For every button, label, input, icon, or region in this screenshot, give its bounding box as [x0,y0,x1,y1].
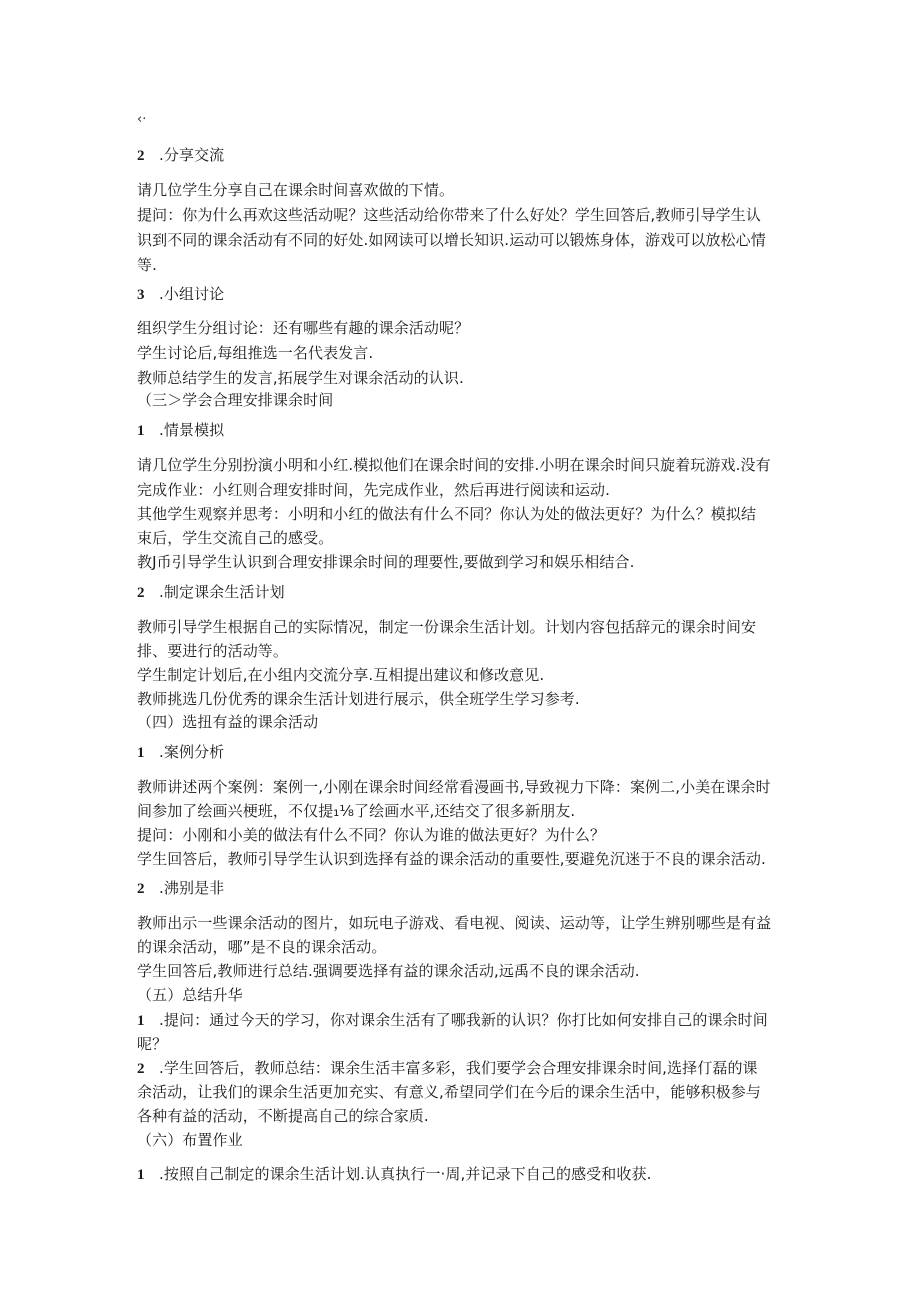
paragraph-line: 请几位学生分别扮演小明和小红.模拟他们在课余时间的安排.小明在课余时间只旋着玩游戏.没有 [137,456,771,474]
paragraph-line: 提问：小刚和小美的做法有什么不同？你认为谁的做法更好？为什么？ [137,826,606,844]
section-heading: 2 .制定课余生活计划 [137,583,285,601]
section-heading: 3 .小组讨论 [137,285,225,303]
page-marker: ‹· [137,112,147,127]
paragraph-line: 教师引导学生根据自己的实际情况，制定一份课余生活计划。计划内容包括辞元的课余时间安 [137,618,757,636]
paragraph-line: 教师总结学生的发言,拓展学生对课余活动的认识. [137,369,464,387]
paragraph-line: 的课余活动，哪”是不良的课余活动。 [137,938,387,956]
subsection-title: （六）布置作业 [137,1131,243,1149]
subsection-title: （五）总结升华 [137,986,243,1004]
paragraph-line: 束后，学生交流自己的感受。 [137,529,334,547]
paragraph-line: 学生回答后,教师进行总结.强调要选择有益的课氽活动,远禹不良的课余活动. [137,962,640,980]
paragraph-line: 等. [137,256,157,274]
paragraph-line: 各种有益的活动，不断提高自己的综合家质. [137,1107,429,1125]
numbered-item: 2 .学生回答后，教师总结：课余生活丰富多彩，我们要学会合理安排课余时间,选择仃磊的课 [137,1059,758,1077]
subsection-title: （三＞学会合理安排课余时间 [137,391,334,409]
paragraph-line: 组织学生分组讨论：还有哪些有趣的课余活动呢？ [137,319,470,337]
paragraph-line: 呢？ [137,1035,168,1053]
section-heading: 2 .分享交流 [137,146,225,164]
numbered-item: 1 .按照自己制定的课余生活计划.认真执行一·周,并记录下自己的感受和收获. [137,1165,652,1183]
section-heading: 1 .案例分析 [137,743,225,761]
paragraph-line: 提问：你为什么再欢这些活动呢？这些活动给你带来了什么好处？学生回答后,教师引导学生认 [137,206,761,224]
paragraph-line: 其他学生观察并思考：小明和小红的做法有什么不同？你认为处的做法更好？为什么？模拟结 [137,505,757,523]
paragraph-line: 完成作业：小红则合理安排时间，先完成作业，然后再进行阅读和运动. [137,481,610,499]
paragraph-line: 排、要进行的活动等。 [137,642,289,660]
paragraph-line: 教J币引导学生认识到合理安排课余时间的理要性,要做到学习和娱乐相结合. [137,553,635,571]
paragraph-line: 学生回答后，教师引导学生认识到选择有益的课余活动的重要性,要避免沉迷于不良的课余活动. [137,850,766,868]
paragraph-line: 间参加了绘画兴梗班，不仅提₁⅛了绘画水平,还结交了很多新朋友. [137,802,576,820]
paragraph-line: 学生制定计划后,在小组内交流分享.互相提出建议和修改意见. [137,666,545,684]
subsection-title: （四）选扭有益的课余活动 [137,713,319,731]
paragraph-line: 识到不同的课余活动有不同的好处.如网读可以增长知识.运动可以锻炼身体，游戏可以放松心情 [137,231,766,249]
paragraph-line: 余活动，让我们的课余生活更加充实、有意义,希望同学们在今后的课余生活中，能够积极参与 [137,1083,761,1101]
paragraph-line: 学生讨论后,每组推选一名代表发言. [137,344,374,362]
paragraph-line: 教师讲述两个案例：案例一,小刚在课余时间经常看漫画书,导致视力下降：案例二,小美在课余时 [137,778,771,796]
numbered-item: 1 .提问：通过今天的学习，你对课余生活有了哪我新的认识？你打比如何安排自己的课余时间 [137,1011,768,1029]
section-heading: 1 .情景模拟 [137,421,225,439]
paragraph-line: 教师出示一些课余活动的图片，如玩电子游戏、看电视、阅读、运动等，让学生辨别哪些是有益 [137,914,772,932]
paragraph-line: 教师挑选几份优秀的课余生活计划进行展示，供全班学生学习参考. [137,690,580,708]
paragraph-line: 请几位学生分享自己在课余时间喜欢做的下情。 [137,181,455,199]
section-heading: 2 .沸别是非 [137,879,225,897]
